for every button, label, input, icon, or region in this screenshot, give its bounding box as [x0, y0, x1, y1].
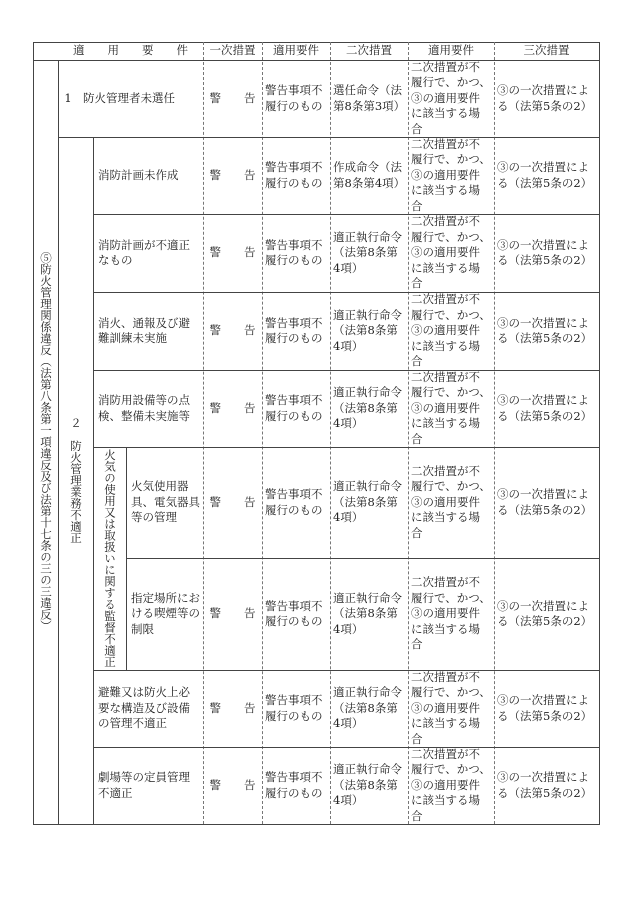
header-second-measure: 二次措置 [346, 43, 392, 58]
requirement-item: 消防用設備等の点検、整備未実施等 [98, 393, 190, 423]
cell-second: 適正執行命令（法第8条第4項） [333, 385, 402, 431]
cell-req1: 警告事項不履行のもの [265, 770, 323, 800]
requirement-item: 消火、通報及び避難訓練未実施 [98, 315, 190, 345]
header-applicable-requirement-1: 適用要件 [273, 43, 319, 58]
cell-third: ③の一次措置による（法第5条の2） [497, 487, 593, 517]
cell-req1: 警告事項不履行のもの [265, 83, 323, 113]
requirement-item: 消防計画が不適正なもの [98, 237, 190, 267]
cell-third: ③の一次措置による（法第5条の2） [497, 770, 593, 800]
cell-third: ③の一次措置による（法第5条の2） [497, 160, 593, 190]
subgroup-text: 火気の使用又は取扱いに関する監督不適正 [103, 449, 117, 668]
row-number: 1 [64, 90, 72, 105]
cell-second: 適正執行命令（法第8条第4項） [333, 479, 402, 525]
cell-third: ③の一次措置による（法第5条の2） [497, 83, 593, 113]
requirement-item: 消防計画未作成 [98, 167, 179, 182]
cell-third: ③の一次措置による（法第5条の2） [497, 598, 593, 628]
cell-req1: 警告事項不履行のもの [265, 693, 323, 723]
cell-second: 適正執行命令（法第8条第4項） [333, 229, 402, 275]
cell-first: 警 告 [209, 494, 256, 509]
cell-req1: 警告事項不履行のもの [265, 160, 323, 190]
enforcement-table [33, 42, 599, 824]
header-first-measure: 一次措置 [209, 43, 256, 58]
cell-second: 適正執行命令（法第8条第4項） [333, 590, 402, 636]
cell-req1: 警告事項不履行のもの [265, 598, 323, 628]
header-applicable-requirement-2: 適用要件 [428, 43, 474, 58]
group2-text: ２ 防火管理業務不適正 [69, 417, 83, 544]
cell-third: ③の一次措置による（法第5条の2） [497, 693, 593, 723]
cell-req2: 二次措置が不履行で、かつ、③の適用要件に該当する場合 [411, 60, 491, 136]
cell-third: ③の一次措置による（法第5条の2） [497, 315, 593, 345]
cell-req1: 警告事項不履行のもの [265, 487, 323, 517]
grid-line [599, 42, 600, 825]
cell-second: 適正執行命令（法第8条第4項） [333, 685, 402, 731]
cell-req1: 警告事項不履行のもの [265, 393, 323, 423]
cell-first: 警 告 [209, 323, 256, 338]
cell-req2: 二次措置が不履行で、かつ、③の適用要件に該当する場合 [411, 670, 491, 746]
cell-req2: 二次措置が不履行で、かつ、③の適用要件に該当する場合 [411, 292, 491, 369]
cell-second: 選任命令（法第8条第3項） [333, 83, 406, 113]
cell-req2: 二次措置が不履行で、かつ、③の適用要件に該当する場合 [411, 575, 491, 652]
cell-third: ③の一次措置による（法第5条の2） [497, 393, 593, 423]
subgroup-label [93, 447, 126, 670]
requirement-item: 避難又は防火上必要な構造及び設備の管理不適正 [98, 685, 190, 731]
cell-first: 警 告 [209, 700, 256, 715]
group2-label [58, 137, 93, 824]
cell-second: 作成命令（法第8条第4項） [333, 160, 406, 190]
cell-req2: 二次措置が不履行で、かつ、③の適用要件に該当する場合 [411, 747, 491, 823]
cell-second: 適正執行命令（法第8条第4項） [333, 307, 402, 353]
cell-third: ③の一次措置による（法第5条の2） [497, 237, 593, 267]
cell-req2: 二次措置が不履行で、かつ、③の適用要件に該当する場合 [411, 370, 491, 446]
category-text: ⑤防火管理関係違反（法第八条第一項違反及び法第十七条の三の三違反） [39, 252, 53, 632]
cell-first: 警 告 [209, 167, 256, 182]
cell-req2: 二次措置が不履行で、かつ、③の適用要件に該当する場合 [411, 214, 491, 291]
cell-req1: 警告事項不履行のもの [265, 315, 323, 345]
cell-first: 警 告 [209, 400, 256, 415]
requirement-item: 防火管理者未選任 [83, 90, 175, 105]
cell-first: 警 告 [209, 245, 256, 260]
cell-first: 警 告 [209, 777, 256, 792]
grid-line [33, 824, 599, 825]
header-requirement: 適 用 要 件 [73, 43, 188, 58]
cell-first: 警 告 [209, 90, 256, 105]
cell-req1: 警告事項不履行のもの [265, 237, 323, 267]
cell-req2: 二次措置が不履行で、かつ、③の適用要件に該当する場合 [411, 463, 491, 540]
cell-second: 適正執行命令（法第8条第4項） [333, 762, 402, 808]
cell-req2: 二次措置が不履行で、かつ、③の適用要件に該当する場合 [411, 137, 491, 213]
category-label [33, 60, 58, 824]
requirement-item: 劇場等の定員管理不適正 [98, 770, 190, 800]
requirement-item: 指定場所における喫煙等の制限 [131, 590, 200, 636]
header-third-measure: 三次措置 [523, 43, 570, 58]
requirement-item: 火気使用器具、電気器具等の管理 [131, 479, 200, 525]
cell-first: 警 告 [209, 606, 256, 621]
